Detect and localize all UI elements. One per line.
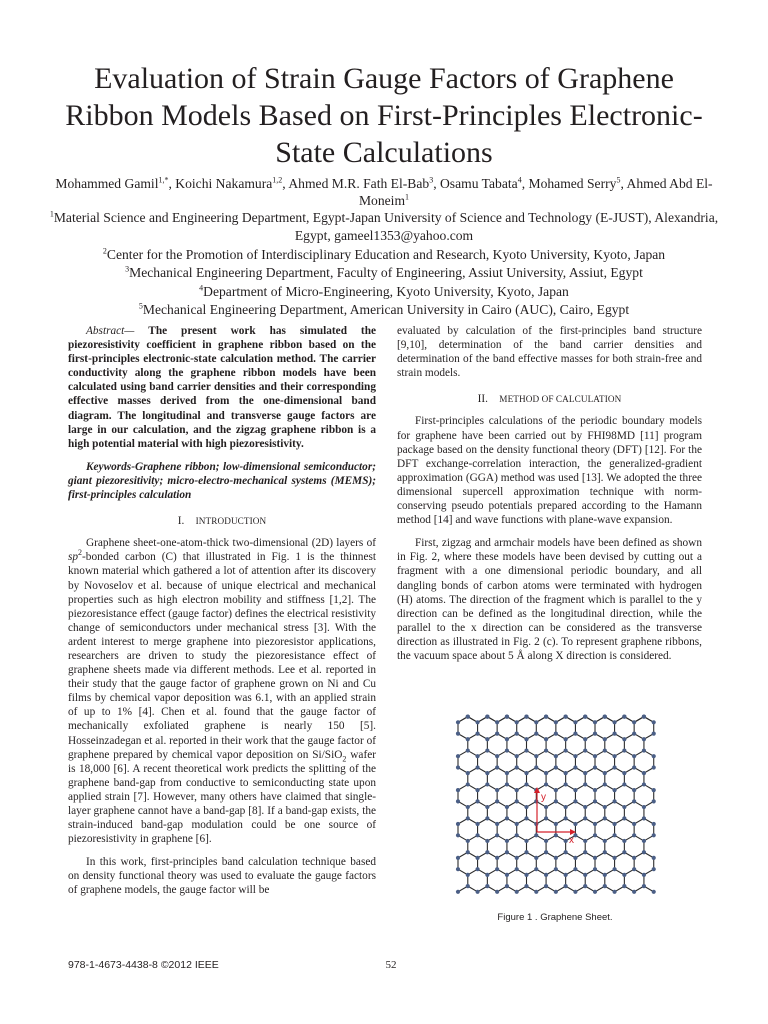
carbon-atom xyxy=(612,856,616,860)
carbon-atom xyxy=(495,833,499,837)
carbon-atom xyxy=(505,850,509,854)
carbon-atom xyxy=(475,890,479,894)
carbon-atom xyxy=(544,782,548,786)
carbon-atom xyxy=(456,732,460,736)
carbon-atom xyxy=(524,715,528,719)
carbon-atom xyxy=(603,850,607,854)
carbon-atom xyxy=(475,732,479,736)
carbon-atom xyxy=(544,839,548,843)
carbon-atom xyxy=(652,799,656,803)
carbon-atom xyxy=(564,805,568,809)
carbon-atom xyxy=(534,720,538,724)
carbon-atom xyxy=(495,799,499,803)
carbon-atom xyxy=(583,839,587,843)
carbon-atom xyxy=(583,850,587,854)
carbon-atom xyxy=(524,850,528,854)
carbon-atom xyxy=(554,720,558,724)
carbon-atom xyxy=(554,788,558,792)
carbon-atom xyxy=(612,765,616,769)
carbon-atom xyxy=(466,715,470,719)
carbon-atom xyxy=(564,873,568,877)
carbon-atom xyxy=(515,890,519,894)
carbon-atom xyxy=(544,873,548,877)
carbon-atom xyxy=(544,850,548,854)
carbon-atom xyxy=(593,833,597,837)
carbon-atom xyxy=(534,833,538,837)
carbon-atom xyxy=(456,788,460,792)
carbon-atom xyxy=(642,805,646,809)
carbon-atom xyxy=(564,782,568,786)
affiliation: $^2$Center for the Promotion of Interdisciplinary Education and Research, Kyoto University, Kyoto, Japan xyxy=(102,246,666,262)
carbon-atom xyxy=(515,754,519,758)
carbon-atom xyxy=(466,737,470,741)
carbon-atom xyxy=(475,754,479,758)
carbon-atom xyxy=(612,720,616,724)
carbon-atom xyxy=(603,782,607,786)
carbon-atom xyxy=(573,765,577,769)
carbon-atom xyxy=(515,765,519,769)
carbon-atom xyxy=(554,890,558,894)
carbon-atom xyxy=(642,839,646,843)
carbon-atom xyxy=(632,732,636,736)
carbon-atom xyxy=(554,833,558,837)
carbon-atom xyxy=(485,839,489,843)
carbon-atom xyxy=(622,748,626,752)
carbon-atom xyxy=(652,765,656,769)
carbon-atom xyxy=(534,867,538,871)
carbon-atom xyxy=(515,720,519,724)
carbon-atom xyxy=(612,754,616,758)
carbon-atom xyxy=(612,732,616,736)
carbon-atom xyxy=(564,884,568,888)
carbon-atom xyxy=(564,737,568,741)
carbon-atom xyxy=(466,873,470,877)
carbon-atom xyxy=(564,816,568,820)
author: Osamu Tabata$^4$ xyxy=(439,175,522,191)
author: Ahmed Abd El-Moneim$^1$ xyxy=(358,176,713,208)
carbon-atom xyxy=(524,816,528,820)
carbon-atom xyxy=(622,850,626,854)
carbon-atom xyxy=(485,782,489,786)
carbon-atom xyxy=(466,839,470,843)
graphene-sheet-figure xyxy=(452,705,658,903)
carbon-atom xyxy=(622,737,626,741)
carbon-atom xyxy=(652,833,656,837)
carbon-atom xyxy=(456,822,460,826)
carbon-atom xyxy=(456,720,460,724)
x-axis-label: x xyxy=(569,835,574,846)
carbon-atom xyxy=(632,890,636,894)
carbon-atom xyxy=(632,799,636,803)
carbon-atom xyxy=(554,765,558,769)
carbon-atom xyxy=(632,833,636,837)
intro-paragraph-1: Graphene sheet-one-atom-thick two-dimensional (2D) layers of $sp^2$-bonded carbon (C) that illustrated in Fig. 1 is the thinnest known material which gathered a lot of attention after its discovery by Novoselov et al. because of unique electrical and mechanical properties such as high electron mobility and stiffness [1,2]. The piezoresistance effect (gauge factor) defines the electrical resistivity change of semiconductors under mechanical stress [3]. With the ardent interest to merge graphene into piezoresistor applications, researchers are driven to study the piezoresistance effect of graphene sheets made via different methods. Lee et al. reported in their study that the gauge factor of graphene grown on Ni and Cu films by chemical vapor deposition was 6.1, with an applied strain of up to 1% [4]. Chen et al. found that the gauge factor of mechanically exfoliated graphene is nearly 150 [5]. Hosseinzadegan et al. reported in their work that the gauge factor of graphene prepared by chemical vapor deposition on Si/SiO$_2$ wafer is 18,000 [6]. A recent theoretical work predicts the splitting of the graphene band-gap from conductive to semiconducting state upon applied strain [7]. However, many others have claimed that single-layer graphene cannot have a band-gap [8]. If a band-gap exists, the strain-induced band-gap modulation could be one source of piezoresistivity in graphene [6]. xyxy=(68,537,376,846)
carbon-atom xyxy=(485,737,489,741)
carbon-atom xyxy=(534,856,538,860)
carbon-atom xyxy=(603,748,607,752)
carbon-atom xyxy=(603,873,607,877)
carbon-atom xyxy=(534,732,538,736)
carbon-atom xyxy=(554,754,558,758)
carbon-atom xyxy=(642,884,646,888)
carbon-atom xyxy=(612,799,616,803)
page-number: 52 xyxy=(385,959,397,971)
carbon-atom xyxy=(485,771,489,775)
carbon-atom xyxy=(593,856,597,860)
carbon-atom xyxy=(622,771,626,775)
carbon-atom xyxy=(573,822,577,826)
carbon-atom xyxy=(485,805,489,809)
carbon-atom xyxy=(456,890,460,894)
carbon-atom xyxy=(593,754,597,758)
carbon-atom xyxy=(564,748,568,752)
carbon-atom xyxy=(534,822,538,826)
carbon-atom xyxy=(515,788,519,792)
carbon-atom xyxy=(612,867,616,871)
carbon-atom xyxy=(632,867,636,871)
carbon-atom xyxy=(593,720,597,724)
carbon-atom xyxy=(642,737,646,741)
section-heading-introduction: I. INTRODUCTION xyxy=(177,515,267,528)
carbon-atom xyxy=(612,822,616,826)
carbon-atom xyxy=(524,782,528,786)
carbon-atom xyxy=(475,822,479,826)
carbon-atom xyxy=(652,867,656,871)
carbon-atom xyxy=(515,822,519,826)
carbon-atom xyxy=(652,720,656,724)
affiliation: $^1$Material Science and Engineering Department, Egypt-Japan University of Science and Technology (E-JUST), Alexandria, Egypt, gameel1353@yahoo.com xyxy=(49,209,719,244)
carbon-atom xyxy=(475,833,479,837)
carbon-atom xyxy=(456,754,460,758)
carbon-atom xyxy=(632,765,636,769)
carbon-atom xyxy=(603,771,607,775)
carbon-atom xyxy=(554,799,558,803)
carbon-atom xyxy=(583,873,587,877)
carbon-atom xyxy=(652,732,656,736)
carbon-atom xyxy=(593,788,597,792)
carbon-atom xyxy=(505,839,509,843)
carbon-atom xyxy=(622,782,626,786)
carbon-atom xyxy=(642,782,646,786)
carbon-atom xyxy=(456,867,460,871)
carbon-atom xyxy=(524,873,528,877)
carbon-atom xyxy=(495,732,499,736)
carbon-atom xyxy=(495,822,499,826)
carbon-atom xyxy=(573,720,577,724)
author-list: Mohammed Gamil$^{1,*}$, Koichi Nakamura$^{1,2}$, Ahmed M.R. Fath El-Bab$^3$, Osamu Tabata$^4$, Mohamed Serry$^5$, Ahmed Abd El-Moneim$^1$ xyxy=(55,175,713,208)
carbon-atom xyxy=(485,850,489,854)
left-column xyxy=(68,324,376,907)
affiliation-list xyxy=(40,209,728,319)
carbon-atom xyxy=(642,873,646,877)
carbon-atom xyxy=(524,839,528,843)
section-heading-method: II. METHOD OF CALCULATION xyxy=(477,393,622,406)
carbon-atom xyxy=(612,890,616,894)
carbon-atom xyxy=(642,850,646,854)
carbon-atom xyxy=(554,867,558,871)
figure-caption: Figure 1 . Graphene Sheet. xyxy=(497,912,613,923)
author: Koichi Nakamura$^{1,2}$ xyxy=(175,175,283,191)
carbon-atom xyxy=(593,867,597,871)
carbon-atom xyxy=(603,839,607,843)
carbon-atom xyxy=(515,833,519,837)
right-column xyxy=(397,324,702,672)
carbon-atom xyxy=(475,799,479,803)
carbon-atom xyxy=(554,732,558,736)
carbon-atom xyxy=(495,890,499,894)
carbon-atom xyxy=(622,715,626,719)
method-paragraph-1: First-principles calculations of the periodic boundary models for graphene have been carried out by FHI98MD [11] program package based on the density functional theory (DFT) [12]. For the DFT exchange-correlation interaction, the generalized-gradient approximation (GGA) method was used [13]. We adopted the three dimensional supercell approximation technique with norm-conserving pseudo potentials prepared according to the Hamann method [14] and wave functions with plane-wave expansion. xyxy=(397,415,702,527)
carbon-atom xyxy=(505,782,509,786)
carbon-atom xyxy=(622,805,626,809)
carbon-atom xyxy=(524,805,528,809)
carbon-atom xyxy=(573,732,577,736)
carbon-atom xyxy=(534,754,538,758)
carbon-atom xyxy=(583,737,587,741)
carbon-atom xyxy=(505,816,509,820)
carbon-atom xyxy=(456,833,460,837)
carbon-atom xyxy=(642,748,646,752)
carbon-atom xyxy=(603,715,607,719)
carbon-atom xyxy=(515,799,519,803)
intro-paragraph-2: In this work, first-principles band calculation technique based on density functional theory was used to evaluate the gauge factors of graphene models, the gauge factor will be xyxy=(68,856,376,897)
carbon-atom xyxy=(544,805,548,809)
carbon-atom xyxy=(544,816,548,820)
carbon-atom xyxy=(485,816,489,820)
carbon-atom xyxy=(495,720,499,724)
carbon-atom xyxy=(534,799,538,803)
carbon-atom xyxy=(593,732,597,736)
carbon-atom xyxy=(485,748,489,752)
carbon-atom xyxy=(603,737,607,741)
author: Ahmed M.R. Fath El-Bab$^3$ xyxy=(288,175,434,191)
carbon-atom xyxy=(495,867,499,871)
carbon-atom xyxy=(544,748,548,752)
carbon-atom xyxy=(564,839,568,843)
carbon-atom xyxy=(612,833,616,837)
abstract: Abstract— The present work has simulated the piezoresistivity coefficient in graphene ribbon based on the first-principles electronic-state calculation method. The carrier conductivity along the graphene ribbon models have been calculated using band carrier densities and their corresponding effective masses derived from the one-dimensional band diagram. The longitudinal and transverse gauge factors are large in our calculation, and the zigzag graphene ribbon is a high potential material with high piezoresistivity. xyxy=(68,325,376,450)
carbon-atom xyxy=(583,884,587,888)
carbon-atom xyxy=(583,748,587,752)
carbon-atom xyxy=(652,788,656,792)
carbon-atom xyxy=(475,788,479,792)
carbon-atom xyxy=(475,856,479,860)
carbon-atom xyxy=(583,771,587,775)
carbon-atom xyxy=(495,788,499,792)
carbon-atom xyxy=(573,788,577,792)
carbon-atom xyxy=(632,720,636,724)
carbon-atom xyxy=(554,822,558,826)
carbon-atom xyxy=(505,748,509,752)
carbon-atom xyxy=(583,715,587,719)
carbon-atom xyxy=(495,754,499,758)
carbon-atom xyxy=(544,771,548,775)
carbon-atom xyxy=(515,856,519,860)
carbon-atom xyxy=(475,867,479,871)
carbon-atom xyxy=(652,822,656,826)
carbon-atom xyxy=(603,816,607,820)
affiliation: $^4$Department of Micro-Engineering, Kyoto University, Kyoto, Japan xyxy=(199,283,569,299)
affiliation: $^3$Mechanical Engineering Department, Faculty of Engineering, Assiut University, Assiut, Egypt xyxy=(125,264,643,281)
graphene-lattice xyxy=(456,715,656,894)
carbon-atom xyxy=(642,816,646,820)
copyright-footer: 978-1-4673-4438-8 ©2012 IEEE xyxy=(68,959,219,971)
carbon-atom xyxy=(505,873,509,877)
carbon-atom xyxy=(564,771,568,775)
carbon-atom xyxy=(466,748,470,752)
carbon-atom xyxy=(515,867,519,871)
carbon-atom xyxy=(505,715,509,719)
carbon-atom xyxy=(515,732,519,736)
carbon-atom xyxy=(475,720,479,724)
carbon-atom xyxy=(456,856,460,860)
carbon-atom xyxy=(495,765,499,769)
carbon-atom xyxy=(554,856,558,860)
carbon-atom xyxy=(505,771,509,775)
carbon-atom xyxy=(524,748,528,752)
carbon-atom xyxy=(593,822,597,826)
carbon-atom xyxy=(505,737,509,741)
method-paragraph-2: First, zigzag and armchair models have been defined as shown in Fig. 2, where these models have been devised by cutting out a fragment with a one dimensional periodic boundary, and all dangling bonds of carbon atoms were terminated with hydrogen (H) atoms. The direction of the fragment which is parallel to the y direction can be defined as the longitudinal direction, while the parallel to the x direction can be considered as the transverse direction as illustrated in Fig. 2 (c). To represent graphene ribbons, the vacuum space about 5 Å along X direction is considered. xyxy=(397,537,702,662)
carbon-atom xyxy=(466,816,470,820)
carbon-atom xyxy=(564,715,568,719)
carbon-atom xyxy=(573,890,577,894)
affiliation: $^5$Mechanical Engineering Department, American University in Cairo (AUC), Cairo, Egypt xyxy=(138,301,630,318)
carbon-atom xyxy=(603,805,607,809)
paper-title: Evaluation of Strain Gauge Factors of Graphene Ribbon Models Based on First-Principles Electronic-State Calculations xyxy=(65,62,703,169)
carbon-atom xyxy=(505,884,509,888)
carbon-atom xyxy=(593,890,597,894)
carbon-atom xyxy=(632,856,636,860)
carbon-atom xyxy=(466,850,470,854)
carbon-atom xyxy=(573,867,577,871)
carbon-atom xyxy=(456,799,460,803)
carbon-atom xyxy=(564,850,568,854)
carbon-atom xyxy=(505,805,509,809)
carbon-atom xyxy=(524,771,528,775)
carbon-atom xyxy=(622,816,626,820)
carbon-atom xyxy=(466,805,470,809)
carbon-atom xyxy=(544,737,548,741)
author: Mohamed Serry$^5$ xyxy=(528,175,621,191)
carbon-atom xyxy=(622,884,626,888)
carbon-atom xyxy=(544,715,548,719)
carbon-atom xyxy=(534,890,538,894)
carbon-atom xyxy=(495,856,499,860)
carbon-atom xyxy=(475,765,479,769)
carbon-atom xyxy=(652,754,656,758)
carbon-atom xyxy=(466,884,470,888)
carbon-atom xyxy=(622,873,626,877)
carbon-atom xyxy=(652,890,656,894)
carbon-atom xyxy=(466,771,470,775)
author: Mohammed Gamil$^{1,*}$ xyxy=(55,175,169,191)
y-axis-label: y xyxy=(541,792,546,803)
carbon-atom xyxy=(642,715,646,719)
carbon-atom xyxy=(612,788,616,792)
carbon-atom xyxy=(583,805,587,809)
carbon-atom xyxy=(485,884,489,888)
carbon-atom xyxy=(456,765,460,769)
carbon-atom xyxy=(485,873,489,877)
carbon-atom xyxy=(632,788,636,792)
carbon-atom xyxy=(632,754,636,758)
carbon-atom xyxy=(573,856,577,860)
carbon-atom xyxy=(544,884,548,888)
carbon-atom xyxy=(534,765,538,769)
carbon-atom xyxy=(485,715,489,719)
carbon-atom xyxy=(603,884,607,888)
carbon-atom xyxy=(583,782,587,786)
keywords: Keywords-Graphene ribbon; low-dimensional semiconductor; giant piezoresitivity; micro-electro-mechanical systems (MEMS); first-principles calculation xyxy=(68,460,376,502)
carbon-atom xyxy=(524,884,528,888)
carbon-atom xyxy=(583,816,587,820)
carbon-atom xyxy=(652,856,656,860)
carbon-atom xyxy=(524,737,528,741)
carbon-atom xyxy=(466,782,470,786)
carbon-atom xyxy=(593,799,597,803)
intro-paragraph-continued: evaluated by calculation of the first-principles band structure [9,10], determination of the band carrier densities and determination of the band effective masses for both strain-free and strain models. xyxy=(397,325,702,380)
carbon-atom xyxy=(632,822,636,826)
carbon-atom xyxy=(573,799,577,803)
carbon-atom xyxy=(642,771,646,775)
carbon-atom xyxy=(573,754,577,758)
carbon-atom xyxy=(622,839,626,843)
carbon-atom xyxy=(593,765,597,769)
